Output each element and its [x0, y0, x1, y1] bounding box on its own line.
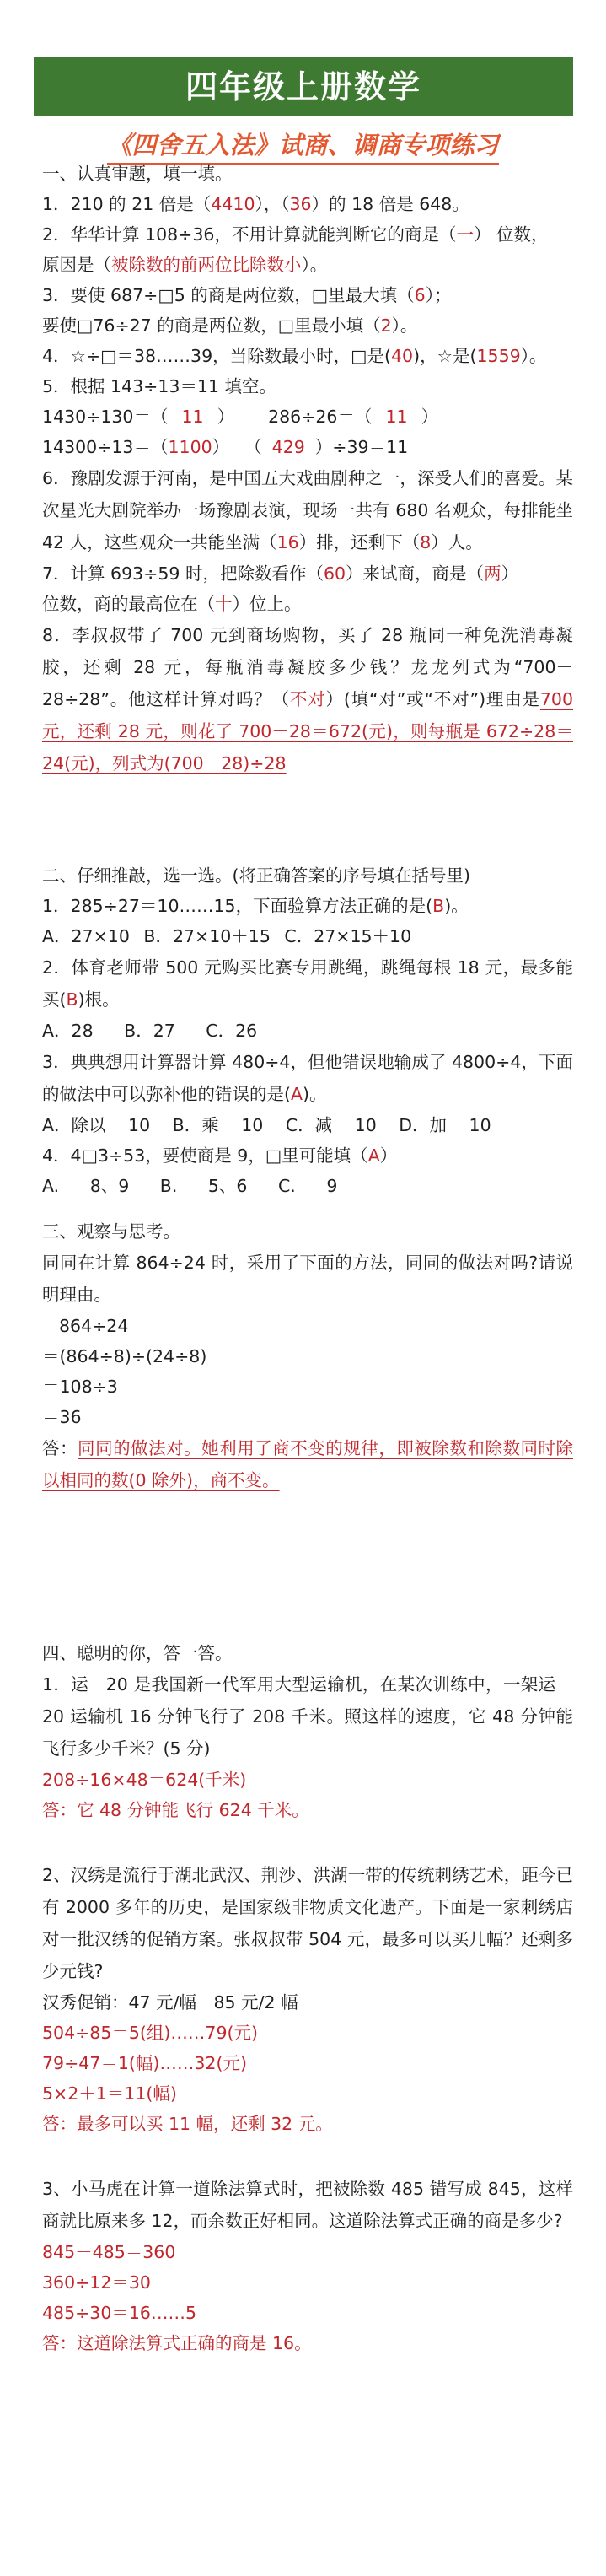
answer: 不对 — [289, 689, 326, 709]
s3-calc-line-3: ＝108÷3 — [42, 1377, 118, 1397]
q-text: ）。 — [301, 255, 328, 275]
q-text: 4．4□3÷53，要使商是 9，□里可能填（ — [42, 1145, 368, 1166]
answer: 1100 — [168, 437, 212, 457]
s1-question-8 — [42, 619, 573, 779]
q-text: ）。 — [391, 315, 418, 336]
q-text: ） — [501, 563, 519, 584]
q-text: （ — [244, 437, 262, 457]
s3-calc-line-4: ＝36 — [42, 1407, 82, 1427]
s1-question-5-heading: 5．根据 143÷13＝11 填空。 — [42, 376, 277, 396]
title-banner — [34, 57, 573, 116]
answer-text: 同同的做法对。她利用了商不变的规律，即被除数和除数同时除以相同的数(0 除外)，商不变。 — [42, 1438, 574, 1490]
q-text: ）÷39＝11 — [314, 437, 409, 457]
s4-q1-answer-calc: 208÷16×48＝624(千米) — [42, 1770, 247, 1790]
answer: 6 — [414, 285, 426, 305]
answer: A — [291, 1084, 303, 1104]
s2-question-4 — [42, 1140, 573, 1171]
s4-question-1: 1．运－20 是我国新一代军用大型运输机，在某次训练中，一架运－20 运输机 16 分钟飞行了 208 千米。照这样的速度，它 48 分钟能飞行多少千米？(5 分) — [42, 1674, 573, 1759]
q-text: 1．210 的 21 倍是（ — [42, 194, 212, 214]
q-text: ）。 — [520, 346, 547, 366]
answer: 被除数的前两位比除数小 — [111, 255, 302, 275]
answer-label: 答： — [42, 1438, 78, 1458]
s4-q3-step-2: 360÷12＝30 — [42, 2272, 151, 2293]
section-4-heading: 四、聪明的你，答一答。 — [42, 1643, 233, 1663]
answer: 2 — [380, 315, 392, 336]
answer: 16 — [276, 532, 299, 552]
q-text: 3．要使 687÷□5 的商是两位数，□里最大填（ — [42, 285, 415, 305]
q-text: )，☆是( — [413, 346, 477, 366]
s3-question: 同同在计算 864÷24 时，采用了下面的方法，同同的做法对吗?请说明理由。 — [42, 1253, 573, 1305]
page-title: 四年级上册数学 — [185, 68, 421, 105]
answer: 4410 — [211, 194, 255, 214]
s1-question-7-line-2 — [42, 589, 573, 619]
q-text: 1430÷130＝（ — [42, 407, 169, 427]
q-text: ） — [379, 1145, 398, 1166]
s4-question-2: 2、汉绣是流行于湖北武汉、荆沙、洪湖一带的传统刺绣艺术，距今已有 2000 多年的历史，是国家级非物质文化遗产。下面是一家刺绣店对一批汉绣的促销方案。张叔叔带 504 元，最多可以买几幅？还剩多少元钱? — [42, 1865, 573, 1981]
q-text: ） — [212, 437, 230, 457]
s2-question-4-options: A. 8、9 B. 5、6 C. 9 — [42, 1176, 338, 1196]
s4-q3-answer: 答：这道除法算式正确的商是 16。 — [42, 2333, 312, 2353]
q-text: 1．285÷27＝10……15，下面验算方法正确的是( — [42, 896, 433, 916]
s4-q2-answer: 答：最多可以买 11 幅，还剩 32 元。 — [42, 2114, 333, 2134]
section-2-heading: 二、仔细推敲，选一选。(将正确答案的序号填在括号里) — [42, 865, 470, 886]
q-text: 4．☆÷□＝38……39，当除数最小时，□是( — [42, 346, 392, 366]
q-text: 286÷26＝（ — [268, 407, 373, 427]
subtitle-text: 《四舍五入法》试商、调商专项练习 — [107, 127, 498, 165]
s4-q2-promo: 汉秀促销：47 元/幅 85 元/2 幅 — [42, 1992, 298, 2013]
s2-question-2-options: A．28 B．27 C．26 — [42, 1021, 258, 1041]
s2-question-1 — [42, 891, 573, 921]
answer: 11 — [181, 407, 204, 427]
s3-calc-line-2: ＝(864÷8)÷(24÷8) — [42, 1346, 207, 1366]
s1-question-7-line-1 — [42, 558, 573, 589]
q-text: ） — [421, 407, 439, 427]
q-text: ），（ — [255, 194, 290, 214]
s1-question-5-row-1 — [42, 401, 573, 432]
q-text: ） — [217, 407, 235, 427]
s1-question-2-line-1 — [42, 219, 573, 250]
s4-q3-step-1: 845－485＝360 — [42, 2242, 176, 2262]
q-text: )。 — [444, 896, 469, 916]
s3-answer — [42, 1432, 573, 1496]
s1-question-5-row-2 — [42, 432, 573, 462]
section-3-heading: 三、观察与思考。 — [42, 1221, 180, 1242]
s3-calc-line-1: 864÷24 — [59, 1316, 129, 1336]
answer: 60 — [323, 563, 346, 584]
s2-question-1-options: A．27×10 B．27×10＋15 C．27×15＋10 — [42, 926, 412, 946]
s1-question-3-line-2 — [42, 310, 573, 341]
q-text: ）位上。 — [232, 594, 302, 614]
answer: 11 — [385, 407, 408, 427]
s2-question-3-options: A．除以 10 B．乘 10 C．减 10 D．加 10 — [42, 1115, 491, 1135]
q-text: 2．体育老师带 500 元购买比赛专用跳绳，跳绳每根 18 元，最多能买( — [42, 957, 573, 1010]
q-text: 位数，商的最高位在（ — [42, 594, 215, 614]
s1-question-6 — [42, 462, 573, 558]
s1-question-4 — [42, 341, 573, 371]
q-text: 8．李叔叔带了 700 元到商场购物，买了 28 瓶同一种免洗消毒凝胶，还剩 28 元，每瓶消毒凝胶多少钱？龙龙列式为“700－28÷28”。他这样计算对吗？（ — [42, 625, 573, 709]
answer: 8 — [420, 532, 432, 552]
q-text: 6．豫剧发源于河南，是中国五大戏曲剧种之一，深受人们的喜爱。某次星光大剧院举办一场豫剧表演，现场一共有 680 名观众，每排能坐 42 人，这些观众一共能坐满（ — [42, 468, 573, 552]
q-text: ）的 18 倍是 648。 — [311, 194, 469, 214]
q-text: 原因是（ — [42, 255, 111, 275]
q-text: )根。 — [78, 989, 120, 1010]
q-text: ）人。 — [431, 532, 483, 552]
answer: B — [66, 989, 78, 1010]
answer-explanation: 700 元，还剩 28 元，则花了 700－28＝672(元)，则每瓶是 672÷28＝24(元)，列式为(700－28)÷28 — [42, 689, 574, 773]
answer: 一 — [456, 224, 474, 245]
s2-question-3 — [42, 1046, 573, 1110]
q-text: ）(填“对”或“不对”)理由是 — [325, 689, 540, 709]
q-text: ）来试商，商是（ — [346, 563, 485, 584]
s4-q2-step-1: 504÷85＝5(组)……79(元) — [42, 2023, 259, 2043]
q-text: ）排，还剩下（ — [298, 532, 421, 552]
answer: 36 — [289, 194, 312, 214]
q-text: 3．典典想用计算器计算 480÷4，但他错误地输成了 4800÷4，下面的做法中可以弥补他的错误的是( — [42, 1052, 573, 1104]
q-text: ） 位数， — [473, 224, 549, 245]
s1-question-1 — [42, 189, 573, 219]
s2-question-2 — [42, 951, 573, 1016]
section-1-heading: 一、认真审题，填一填。 — [42, 164, 233, 184]
s1-question-3-line-1 — [42, 280, 573, 310]
q-text: ）； — [425, 285, 452, 305]
answer: A — [367, 1145, 380, 1166]
s4-q1-answer: 答：它 48 分钟能飞行 624 千米。 — [42, 1800, 309, 1820]
q-text: 2．华华计算 108÷36，不用计算就能判断它的商是（ — [42, 224, 457, 245]
q-text: 14300÷13＝（ — [42, 437, 169, 457]
s4-q3-step-3: 485÷30＝16……5 — [42, 2303, 197, 2323]
q-text: )。 — [303, 1084, 327, 1104]
s4-question-3: 3、小马虎在计算一道除法算式时，把被除数 485 错写成 845，这样商就比原来多 12，而余数正好相同。这道除法算式正确的商是多少? — [42, 2179, 573, 2231]
worksheet-body — [42, 159, 573, 2358]
answer: 两 — [484, 563, 501, 584]
s4-q2-step-2: 79÷47＝1(幅)……32(元) — [42, 2053, 247, 2073]
q-text: 7．计算 693÷59 时，把除数看作（ — [42, 563, 324, 584]
s1-question-2-line-2 — [42, 250, 573, 280]
answer: 429 — [271, 437, 305, 457]
answer: B — [432, 896, 445, 916]
answer: 十 — [215, 594, 233, 614]
answer: 40 — [391, 346, 414, 366]
q-text: 要使□76÷27 的商是两位数，□里最小填（ — [42, 315, 381, 336]
answer: 1559 — [476, 346, 521, 366]
s4-q2-step-3: 5×2＋1＝11(幅) — [42, 2083, 177, 2104]
